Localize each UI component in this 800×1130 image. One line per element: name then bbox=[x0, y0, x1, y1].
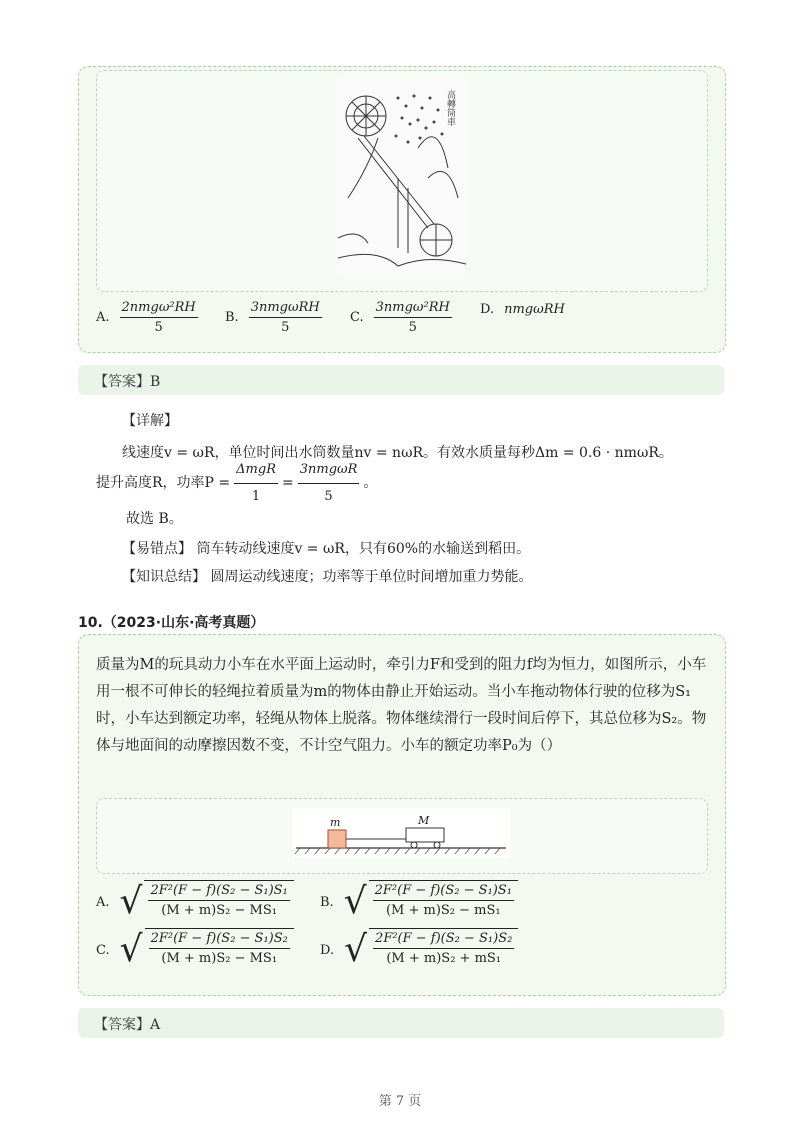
q9-option-a-formula: $\frac{\text{2nmgω²RH}}{5}$ bbox=[121, 300, 196, 335]
q9-option-d[interactable]: D. nmgωRH bbox=[480, 302, 565, 317]
q9-option-d-formula: nmgωRH bbox=[504, 302, 565, 317]
q9-answer: 【答案】B bbox=[94, 374, 161, 390]
q9-answer-bar bbox=[78, 365, 724, 395]
q10-answer: 【答案】A bbox=[94, 1017, 161, 1033]
q10-option-c[interactable]: C. √ $\frac{\text{2F²(F − f)(S₂ − S₁)S₂}}{\text{(M + m)S₂ − MS₁}}$ bbox=[96, 928, 294, 972]
q10-option-a[interactable]: A. √ $\frac{\text{2F²(F − f)(S₂ − S₁)S₁}}{\text{(M + m)S₂ − MS₁}}$ bbox=[96, 880, 294, 924]
waterwheel-illustration bbox=[338, 78, 466, 274]
q9-option-c[interactable]: C. $\frac{\text{3nmgω²RH}}{5}$ bbox=[350, 300, 450, 335]
q9-option-b[interactable]: B. $\frac{\text{3nmgωRH}}{5}$ bbox=[225, 300, 320, 335]
q9-option-c-formula: $\frac{\text{3nmgω²RH}}{5}$ bbox=[375, 300, 450, 335]
svg-text:M: M bbox=[418, 814, 430, 827]
q10-stem: 质量为M的玩具动力小车在水平面上运动时，牵引力F和受到的阻力f均为恒力，如图所示，小车用一根不可伸长的轻绳拉着质量为m的物体由静止开始运动。当小车拖动物体行驶的位移为S₁时，小车达到额定功率，轻绳从物体上脱落。物体继续滑行一段时间后停下，其总位移为S₂。物体与地面间的动摩擦因数不变，不计空气阻力。小车的额定功率P₀为（） bbox=[96, 657, 707, 754]
choose-line: 故选 B。 bbox=[126, 511, 183, 527]
detail-line-2: 提升高度R，功率P = $\frac{\text{ΔmgR}}{1}$ = $\frac{\text{3nmgωR}}{5}$ 。 bbox=[96, 466, 377, 500]
detail-line-1: 线速度v = ωR，单位时间出水筒数量nv = nωR。有效水质量每秒Δm = 0.6 · nmωR。 bbox=[122, 445, 673, 461]
mistake-line: 【易错点】 筒车转动线速度v = ωR，只有60%的水输送到稻田。 bbox=[122, 541, 531, 557]
q9-option-b-formula: $\frac{\text{3nmgωRH}}{5}$ bbox=[250, 300, 320, 335]
page-number: 第 7 页 bbox=[378, 1094, 422, 1109]
svg-text:m: m bbox=[330, 816, 341, 829]
summary-line: 【知识总结】 圆周运动线速度；功率等于单位时间增加重力势能。 bbox=[122, 569, 533, 585]
q10-answer-bar bbox=[78, 1008, 724, 1038]
detail-title: 【详解】 bbox=[122, 413, 178, 429]
q9-option-a[interactable]: A. $\frac{\text{2nmgω²RH}}{5}$ bbox=[96, 300, 196, 335]
cart-block-diagram bbox=[292, 808, 510, 858]
q10-option-b[interactable]: B. √ $\frac{\text{2F²(F − f)(S₂ − S₁)S₁}}{\text{(M + m)S₂ − mS₁}}$ bbox=[320, 880, 518, 924]
svg-text:高轉筒車: 高轉筒車 bbox=[445, 90, 455, 126]
q10-option-d[interactable]: D. √ $\frac{\text{2F²(F − f)(S₂ − S₁)S₂}}{\text{(M + m)S₂ + mS₁}}$ bbox=[320, 928, 518, 972]
q10-header: 10.（2023·山东·高考真题） bbox=[78, 615, 265, 631]
